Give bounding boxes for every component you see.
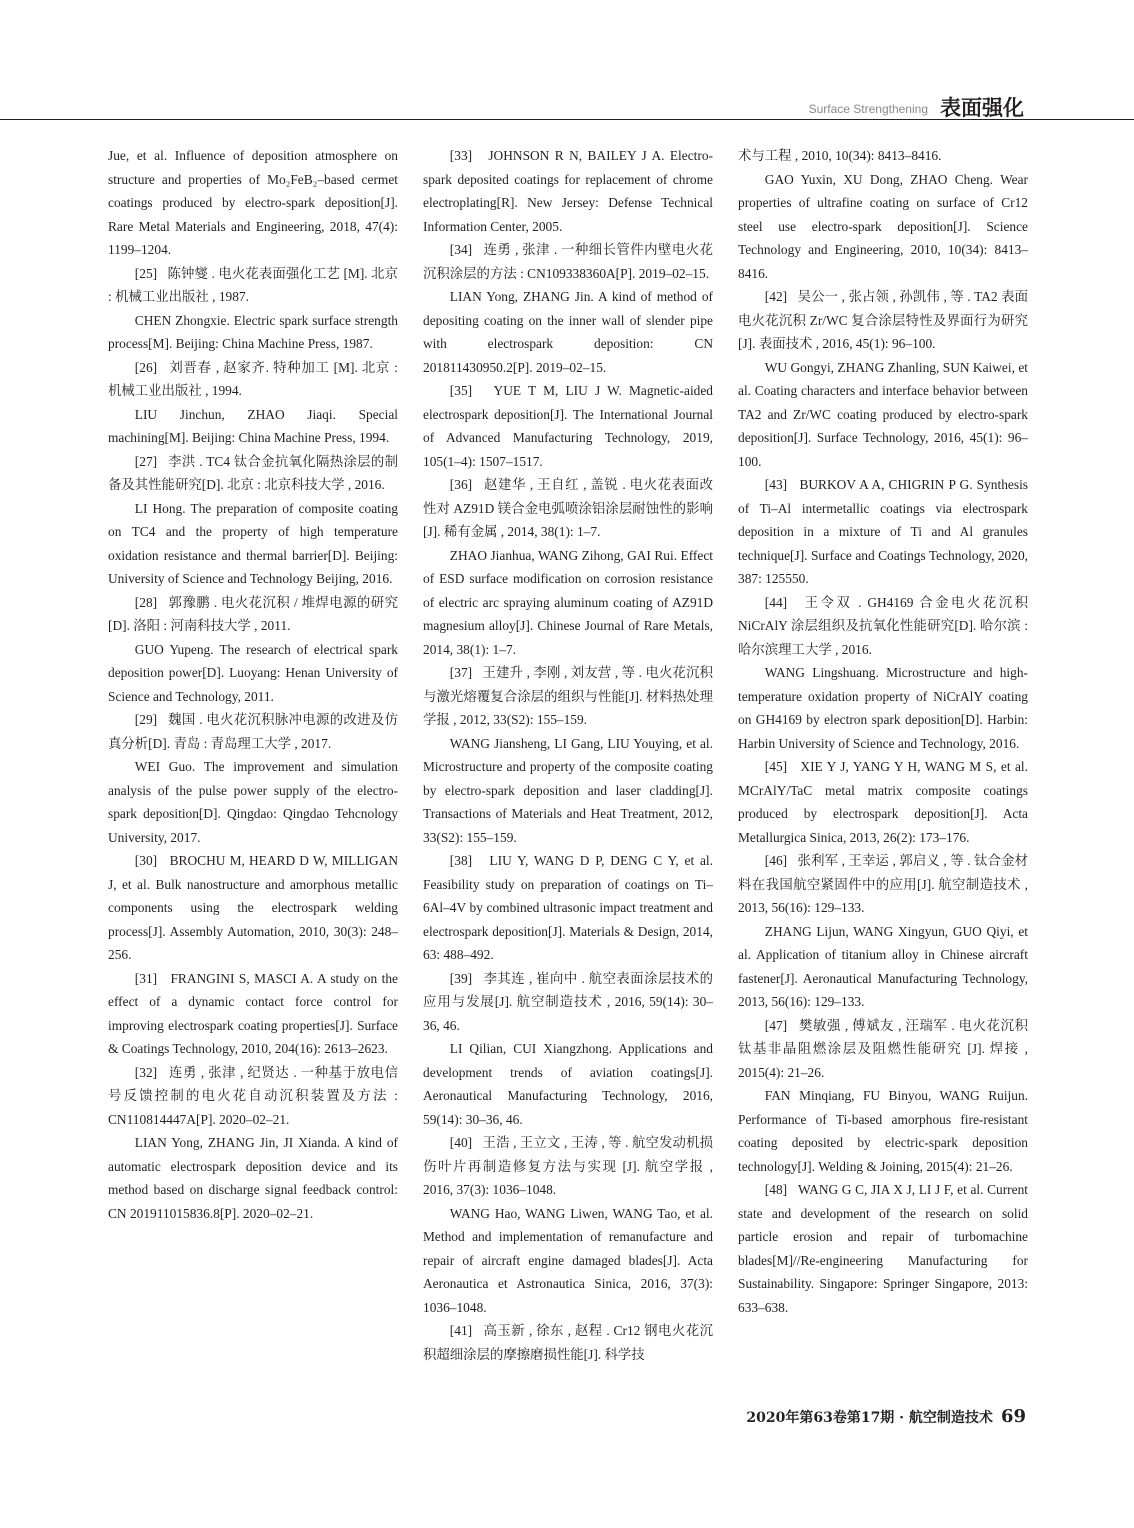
reference-entry: [27] 李洪 . TC4 钛合金抗氧化隔热涂层的制备及其性能研究[D]. 北京 : 北京科技大学 , 2016. — [108, 453, 398, 492]
reference-entry: [29] 魏国 . 电火花沉积脉冲电源的改进及仿真分析[D]. 青岛 : 青岛理工大学 , 2017. — [108, 712, 398, 751]
reference-entry: [38] LIU Y, WANG D P, DENG C Y, et al. Feasibility study on preparation of coatings on Ti–6Al–4V by combined ultrasonic impact treatment and electrospark deposition[J]. Materials & Design, 2014, 63: 488–492. — [423, 853, 713, 962]
reference-entry: [47] 樊敏强 , 傅斌友 , 汪瑞军 . 电火花沉积钛基非晶阻燃涂层及阻燃性能研究 [J]. 焊接 , 2015(4): 21–26. — [738, 1017, 1028, 1080]
header-rule — [0, 119, 1134, 120]
reference-entry: [45] XIE Y J, YANG Y H, WANG M S, et al. MCrAlY/TaC metal matrix composite coatings produced by electrospark deposition[J]. Acta Metallurgica Sinica, 2013, 26(2): 173–176. — [738, 759, 1028, 845]
reference-entry: [41] 高玉新 , 徐东 , 赵程 . Cr12 钢电火花沉积超细涂层的摩擦磨损性能[J]. 科学技 — [423, 1323, 713, 1362]
reference-entry: LIAN Yong, ZHANG Jin. A kind of method of depositing coating on the inner wall of slender pipe with electrospark deposition: CN 201811430950.2[P]. 2019–02–15. — [423, 289, 713, 375]
reference-entry: WANG Hao, WANG Liwen, WANG Tao, et al. Method and implementation of remanufacture and repair of aircraft engine damaged blades[J]. Acta Aeronautica et Astronautica Sinica, 2016, 37(3): 1036–1048. — [423, 1205, 713, 1315]
reference-entry: [43] BURKOV A A, CHIGRIN P G. Synthesis of Ti–Al intermetallic coatings via electrospark deposition in a mixture of Ti and Al granules technique[J]. Surface and Coatings Technology, 2020, 387: 125550. — [738, 477, 1028, 586]
reference-entry: Jue, et al. Influence of deposition atmosphere on structure and properties of Mo₂FeB₂–based cermet coatings produced by electro-spark deposition[J]. Rare Metal Materials and Engineering, 2018, 47(4): 1199–1204. — [108, 148, 398, 257]
reference-entry: LI Qilian, CUI Xiangzhong. Applications and development trends of aviation coatings[J]. Aeronautical Manufacturing Technology, 2016, 59(14): 30–36, 46. — [423, 1041, 713, 1127]
reference-entry: [25] 陈钟燮 . 电火花表面强化工艺 [M]. 北京 : 机械工业出版社 , 1987. — [108, 265, 398, 304]
reference-entry: LIAN Yong, ZHANG Jin, JI Xianda. A kind of automatic electrospark deposition device and its method based on discharge signal feedback control: CN 201911015836.8[P]. 2020–02–21. — [108, 1135, 398, 1221]
reference-entry: [32] 连勇 , 张津 , 纪贤达 . 一种基于放电信号反馈控制的电火花自动沉积装置及方法 : CN110814447A[P]. 2020–02–21. — [108, 1064, 398, 1127]
running-header — [0, 88, 1134, 120]
page-footer — [746, 1406, 1026, 1427]
reference-entry: [39] 李其连 , 崔向中 . 航空表面涂层技术的应用与发展[J]. 航空制造技术 , 2016, 59(14): 30–36, 46. — [423, 970, 713, 1033]
reference-entry: [46] 张利军 , 王幸运 , 郭启义 , 等 . 钛合金材料在我国航空紧固件中的应用[J]. 航空制造技术 , 2013, 56(16): 129–133. — [738, 853, 1028, 915]
reference-entry: CHEN Zhongxie. Electric spark surface strength process[M]. Beijing: China Machine Press, 1987. — [108, 312, 398, 351]
reference-entry: [34] 连勇 , 张津 . 一种细长管件内壁电火花沉积涂层的方法 : CN109338360A[P]. 2019–02–15. — [423, 242, 713, 281]
reference-entry: [44] 王令双 . GH4169 合金电火花沉积 NiCrAlY 涂层组织及抗氧化性能研究[D]. 哈尔滨 : 哈尔滨理工大学 , 2016. — [738, 594, 1028, 657]
reference-entry: [37] 王建升 , 李刚 , 刘友营 , 等 . 电火花沉积与激光熔覆复合涂层的组织与性能[J]. 材料热处理学报 , 2012, 33(S2): 155–159. — [423, 665, 713, 727]
reference-entry: 术与工程 , 2010, 10(34): 8413–8416. — [738, 148, 942, 163]
reference-entry: [48] WANG G C, JIA X J, LI J F, et al. Current state and development of the research on solid particle erosion and repair of turbomachine blades[M]//Re-engineering Manufacturing for Sustainability. Singapore: Springer Singapore, 2013: 633–638. — [738, 1182, 1028, 1315]
reference-entry: [40] 王浩 , 王立文 , 王涛 , 等 . 航空发动机损伤叶片再制造修复方法与实现 [J]. 航空学报 , 2016, 37(3): 1036–1048. — [423, 1135, 713, 1197]
section-title-zh: 表面强化 — [940, 96, 1024, 120]
reference-column-2 — [423, 144, 713, 1366]
reference-entry: [30] BROCHU M, HEARD D W, MILLIGAN J, et al. Bulk nanostructure and amorphous metallic components using the electrospark welding process[J]. Assembly Automation, 2010, 30(3): 248–256. — [108, 853, 398, 962]
reference-entry: [26] 刘晋春 , 赵家齐. 特种加工 [M]. 北京 : 机械工业出版社 , 1994. — [108, 359, 398, 398]
reference-entry: ZHAO Jianhua, WANG Zihong, GAI Rui. Effect of ESD surface modification on corrosion resistance of electric arc spraying aluminum coating of AZ91D magnesium alloy[J]. Chinese Journal of Rare Metals, 2014, 38(1): 1–7. — [423, 547, 713, 657]
reference-entry: WEI Guo. The improvement and simulation analysis of the pulse power supply of the electro-spark deposition[D]. Qingdao: Qingdao Tehcnology University, 2017. — [108, 759, 398, 845]
reference-column-1 — [108, 144, 398, 1225]
section-title-en: Surface Strengthening — [808, 102, 928, 116]
reference-entry: [31] FRANGINI S, MASCI A. A study on the effect of a dynamic contact force control for improving electrospark coating properties[J]. Surface & Coatings Technology, 2010, 204(16): 2613–2623. — [108, 970, 398, 1056]
reference-entry: WANG Jiansheng, LI Gang, LIU Youying, et al. Microstructure and property of the composite coating by electro-spark deposition and laser cladding[J]. Transactions of Materials and Heat Treatment, 2012, 33(S2): 155–159. — [423, 735, 713, 845]
page-number: 69 — [1000, 1406, 1026, 1427]
journal-issue: 2020年第63卷第17期 · 航空制造技术 — [746, 1410, 993, 1426]
reference-entry: FAN Minqiang, FU Binyou, WANG Ruijun. Performance of Ti-based amorphous fire-resistant coating deposited by electric-spark deposition technology[J]. Welding & Joining, 2015(4): 21–26. — [738, 1088, 1028, 1174]
reference-entry: [36] 赵建华 , 王自红 , 盖锐 . 电火花表面改性对 AZ91D 镁合金电弧喷涂铝涂层耐蚀性的影响[J]. 稀有金属 , 2014, 38(1): 1–7. — [423, 477, 713, 539]
reference-entry: LI Hong. The preparation of composite coating on TC4 and the property of high temperature oxidation resistance and thermal barrier[D]. Beijing: University of Science and Technology Beijing, 2016. — [108, 500, 398, 586]
reference-entry: WANG Lingshuang. Microstructure and high-temperature oxidation property of NiCrAlY coating on GH4169 by electron spark deposition[D]. Harbin: Harbin University of Science and Technology, 2016. — [738, 665, 1028, 751]
reference-entry: LIU Jinchun, ZHAO Jiaqi. Special machining[M]. Beijing: China Machine Press, 1994. — [108, 406, 398, 445]
reference-entry: [35] YUE T M, LIU J W. Magnetic-aided electrospark deposition[J]. The International Journal of Advanced Manufacturing Technology, 2019, 105(1–4): 1507–1517. — [423, 383, 713, 469]
reference-entry: GUO Yupeng. The research of electrical spark deposition power[D]. Luoyang: Henan University of Science and Technology, 2011. — [108, 641, 398, 704]
reference-column-3 — [738, 144, 1028, 1319]
reference-entry: ZHANG Lijun, WANG Xingyun, GUO Qiyi, et al. Application of titanium alloy in Chinese aircraft fastener[J]. Aeronautical Manufacturing Technology, 2013, 56(16): 129–133. — [738, 923, 1028, 1009]
reference-entry: WU Gongyi, ZHANG Zhanling, SUN Kaiwei, et al. Coating characters and interface behavior between TA2 and Zr/WC coating produced by electro-spark deposition[J]. Surface Technology, 2016, 45(1): 96–100. — [738, 359, 1028, 469]
reference-entry: [42] 吴公一 , 张占领 , 孙凯伟 , 等 . TA2 表面电火花沉积 Zr/WC 复合涂层特性及界面行为研究[J]. 表面技术 , 2016, 45(1): 96–100. — [738, 289, 1028, 351]
reference-entry: [33] JOHNSON R N, BAILEY J A. Electro-spark deposited coatings for replacement of chrome electroplating[R]. New Jersey: Defense Technical Information Center, 2005. — [423, 148, 713, 234]
reference-entry: GAO Yuxin, XU Dong, ZHAO Cheng. Wear properties of ultrafine coating on surface of Cr12 steel use electro-spark deposition[J]. Science Technology and Engineering, 2010, 10(34): 8413–8416. — [738, 171, 1028, 281]
reference-entry: [28] 郭豫鹏 . 电火花沉积 / 堆焊电源的研究[D]. 洛阳 : 河南科技大学 , 2011. — [108, 594, 398, 633]
